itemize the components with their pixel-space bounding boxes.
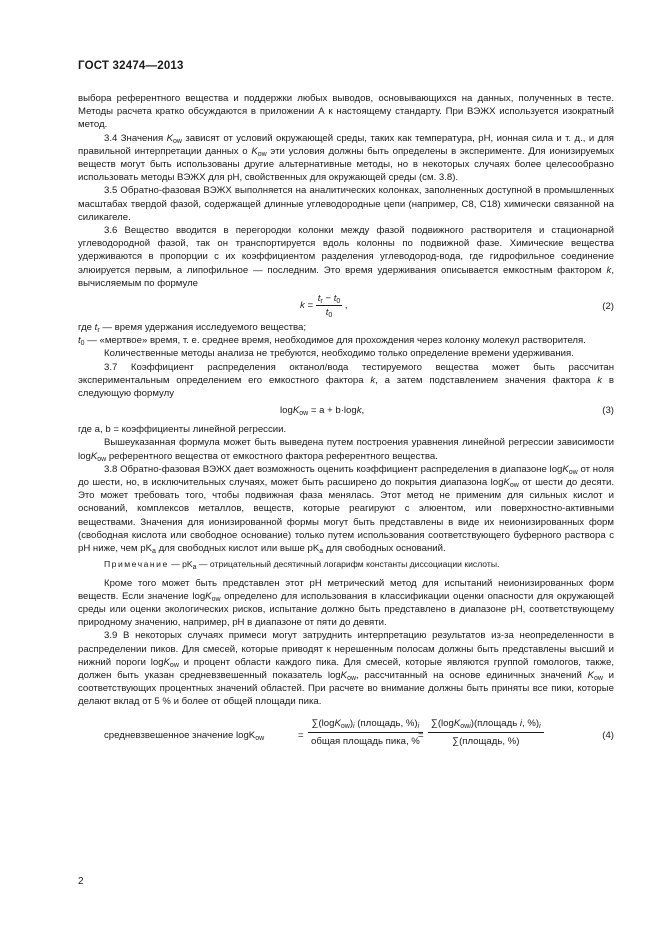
paragraph-ph-method: Кроме того может быть представлен этот рН метрический метод для испытаний неионизированных форм веществ. Если значение logK$_{ow}$ определено для использования в классификации оценки опасности для окружающей среды или оценки экологических рисков, испытание должно быть представлено в диапазоне рН, соответствующему природному значению, например, рН в диапазоне от пяти до девяти.: [78, 577, 615, 629]
formula-4-fraction-b: ∑(logK$_{owi}$)(площадь i, $\%)_i$ ∑(площадь, %): [428, 715, 544, 750]
formula-4-number: (4): [602, 729, 614, 741]
formula-4-fraction-a: $\sum(\log K_{ow})_i$ (площадь, $\%)_i$ общая площадь пика, %: [308, 715, 423, 750]
formula-4: средневзвешенное значение logK$_{ow}$ = $\sum(\log K_{ow})_i$ (площадь, $\%)_i$ общая площадь пика, % = ∑(logK$_{owi}$)(площадь i, $\%)_i$ ∑(площадь, %) (4): [78, 715, 614, 761]
formula-3: [78, 402, 614, 420]
formula-2-fraction: $\frac{t_r - t_0}{t_0}$: [317, 293, 341, 320]
where-tr: где $t_r$ — время удержания исследуемого вещества;: [78, 322, 306, 335]
paragraph-quantitative: Количественные методы анализа не требуются, необходимо только определение времени удерживания.: [104, 348, 574, 360]
paragraph-3-5: 3.5 Обратно-фазовая ВЭЖХ выполняется на аналитических колонках, заполненных доступной в промышленных масштабах твердой фазой, содержащей длинные углеводородные цепи (например, С8, С18) химически связанной на силикагеле.: [78, 185, 614, 223]
note: Примечание — $рK_a$ — отрицательный десятичный логарифм константы диссоциации кислоты.: [104, 559, 500, 572]
paragraph-3-4: 3.4 Значения $K_{ow}$ зависят от условий окружающей среды, таких как температура, рН, ионная сила и т. д., и для правильной интерпретации данных о $K_{ow}$ эти условия должны быть определены в эксперименте. Для ионизируемых веществ могут быть использованы другие альтернативные методы, но в некоторых случаях более целесообразно использовать методы ВЭЖХ для рН, свойственных для окружающей среды (см. 3.8).: [78, 132, 615, 184]
document-body: [78, 92, 614, 761]
formula-2-number: (2): [602, 301, 614, 313]
page-number: 2: [78, 876, 84, 887]
paragraph-regression: Вышеуказанная формула может быть выведена путем построения уравнения линейной регрессии зависимости logK$_{ow}$ референтного вещества от емкостного фактора референтного вещества.: [78, 437, 614, 463]
paragraph-intro: выбора референтного вещества и поддержки любых выводов, основывающихся на данных, полученных в тесте. Методы расчета кратко обсуждаются в приложении А к настоящему стандарту. При ВЭЖХ используется изократный метод.: [78, 93, 614, 131]
paragraph-3-9: 3.9 В некоторых случаях примеси могут затруднить интерпретацию результатов из-за неопределенности в распределении пиков. Для смесей, которые приводят к нерешенным полосам должны быть представлены высший и нижний пороги logK$_{ow}$ и процент области каждого пика. Для смесей, которые являются группой гомологов, также, должен быть указан средневзвешенный показатель logK$_{ow}$, рассчитанный на основе единичных значений $K_{ow}$ и соответствующих процентных значений областей. При расчете во внимание должны быть приняты все пики, которые делают вклад от 5 % и более от общей площади пика.: [78, 630, 614, 708]
where-coefficients: где a, b = коэффициенты линейной регрессии.: [78, 424, 287, 436]
paragraph-3-7: 3.7 Коэффициент распределения октанол/вода тестируемого вещества может быть рассчитан экспериментальным определением его емкостного фактора k, а затем подставлением значения фактора k в следующую формулу: [78, 361, 614, 400]
where-t0: $t_0$ — «мертвое» время, т. е. среднее время, необходимое для прохождения через колонку молекул растворителя.: [78, 335, 586, 348]
formula-2: [78, 292, 614, 318]
formula-3-expression: logK$_{ow}$ = a + b·logk,: [280, 405, 365, 418]
paragraph-3-8: 3.8 Обратно-фазовая ВЭЖХ дает возможность оценить коэффициент распределения в диапазоне logK$_{ow}$ от ноля до шести, но, в исключительных случаях, может быть расширено до покрытия диапазона logK$_{ow}$ от шести до десяти. Это может требовать того, чтобы подвижная фаза менялась. Этот метод не применим для сильных кислот и оснований, комплексов металлов, веществ, которые реагируют с элюентом, или поверхностно-активными веществами. Значения для ионизированной формы могут быть представлены в виде их неионизированных форм (свободная кислота или свободное основание) только путем использования соответствующего буферного раствора с рН ниже, чем $рK_a$ для свободных кислот или выше $рK_a$ для свободных оснований.: [78, 463, 614, 556]
formula-4-label: средневзвешенное значение logK$_{ow}$: [104, 729, 265, 742]
formula-3-number: (3): [602, 405, 614, 417]
paragraph-3-6: 3.6 Вещество вводится в перегородки колонки между фазой подвижного растворителя и стационарной углеводородной фазой, так он транспортируется вдоль колонны по подвижной фазе. Химические вещества удерживаются в пропорции с их коэффициентом разделения углеводород-вода, где гидрофильное соединение элюируется первым, а липофильное — последним. Это время удерживания описывается емкостным фактором k, вычисляемым по формуле: [78, 225, 614, 289]
standard-header: ГОСТ 32474—2013: [78, 60, 184, 72]
formula-2-expression: k = $\frac{t_r - t_0}{t_0}$ ,: [300, 293, 348, 320]
